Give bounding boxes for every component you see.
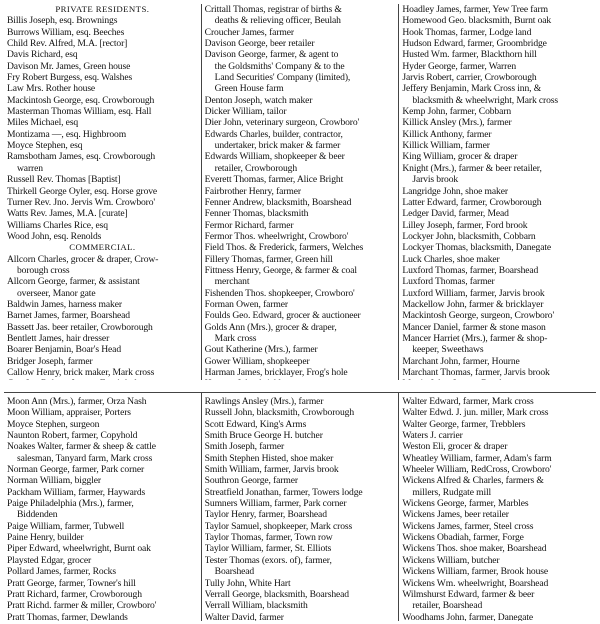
directory-entry: Masterman Thomas William, esq. Hall xyxy=(7,106,152,118)
directory-entry: Barnet James, farmer, Boarshead xyxy=(7,310,130,322)
directory-entry: Davison George, beer retailer xyxy=(204,38,315,50)
directory-entry: Packham William, farmer, Haywards xyxy=(7,486,146,498)
directory-entry: Gout Katherine (Mrs.), farmer xyxy=(204,344,318,356)
directory-column-4 xyxy=(4,393,201,621)
directory-entry: Wood John, esq. Renolds xyxy=(7,230,102,242)
directory-entry: Wickens James, farmer, Steel cross xyxy=(402,520,534,532)
directory-entry: Law Mrs. Rother house xyxy=(7,83,96,95)
directory-entry: Golds Ann (Mrs.), grocer & draper, xyxy=(204,321,337,333)
directory-entry: Playsted Edgar, grocer xyxy=(7,554,92,566)
directory-entry: Luck Charles, shoe maker xyxy=(402,253,500,265)
directory-entry: Davison Mr. James, Green house xyxy=(7,60,131,72)
directory-entry: Fishenden Thos. shopkeeper, Crowboro' xyxy=(204,287,355,299)
directory-entry: Billis Joseph, esq. Brownings xyxy=(7,15,118,27)
directory-entry: Walter Edwd. J. jun. miller, Mark cross xyxy=(402,407,549,419)
directory-entry: Moyce Stephen, surgeon xyxy=(7,418,100,430)
directory-entry: Kemp John, farmer, Cobbarn xyxy=(402,106,512,118)
directory-entry: Paige Philadelphia (Mrs.), farmer, xyxy=(7,498,134,510)
directory-entry: Forman Owen, farmer xyxy=(204,298,288,310)
directory-entry: Smith Joseph, farmer xyxy=(204,441,285,453)
directory-entry: retailer, Boarshead xyxy=(412,600,483,612)
directory-entry: Walter Edward, farmer, Mark cross xyxy=(402,396,534,407)
directory-entry: Boarshead xyxy=(214,566,255,578)
directory-entry: Green House farm xyxy=(214,83,284,95)
directory-entry: Waters J. carrier xyxy=(402,430,463,442)
directory-entry: Mancer Daniel, farmer & stone mason xyxy=(402,321,546,333)
directory-entry: King William, grocer & draper xyxy=(402,151,518,163)
directory-entry: Norman William, biggler xyxy=(7,475,101,487)
directory-entry: Fillery Thomas, farmer, Green hill xyxy=(204,253,333,265)
directory-entry: warren xyxy=(17,162,43,174)
directory-entry: Taylor Samuel, shopkeeper, Mark cross xyxy=(204,520,353,532)
directory-entry: Hoadley James, farmer, Yew Tree farm xyxy=(402,4,548,15)
directory-entry: merchant xyxy=(214,276,250,288)
directory-entry: Harman James, bricklayer, Frog's hole xyxy=(204,367,348,378)
directory-entry: Norman George, farmer, Park corner xyxy=(7,464,145,476)
directory-entry: Wilmshurst Edward, farmer & beer xyxy=(402,588,535,600)
directory-entry: Rawlings Ansley (Mrs.), farmer xyxy=(204,396,324,407)
directory-entry: Davis Richard, esq xyxy=(7,49,78,61)
directory-column-1 xyxy=(4,4,201,380)
directory-entry: Scott Edward, King's Arms xyxy=(204,418,307,430)
directory-column-5 xyxy=(201,393,399,621)
directory-entry: Knight (Mrs.), farmer & beer retailer, xyxy=(402,162,542,174)
directory-entry: Thirkell George Oyler, esq. Horse grove xyxy=(7,185,158,197)
directory-entry: Killick Ansley (Mrs.), farmer xyxy=(402,117,512,129)
directory-entry: Streatfield Jonathan, farmer, Towers lodge xyxy=(204,486,363,498)
section-heading: COMMERCIAL. xyxy=(69,242,136,253)
directory-entry: Boarer Benjamin, Boar's Head xyxy=(7,344,121,356)
directory-entry: undertaker, brick maker & farmer xyxy=(214,140,341,152)
directory-entry: Smith Bruce George H. butcher xyxy=(204,430,323,442)
directory-entry: Fittness Henry, George, & farmer & coal xyxy=(204,264,357,276)
directory-entry: Tully John, White Hart xyxy=(204,577,291,589)
directory-entry: Taylor William, farmer, St. Elliots xyxy=(204,543,332,555)
directory-entry: Fermor Richard, farmer xyxy=(204,219,294,231)
directory-entry: Langridge John, shoe maker xyxy=(402,185,508,197)
directory-entry: Gower William, shopkeeper xyxy=(204,355,310,367)
directory-entry: retailer, Crowborough xyxy=(214,162,298,174)
directory-entry: Field Thos. & Frederick, farmers, Welches xyxy=(204,242,364,254)
directory-entry: Croucher James, farmer xyxy=(204,26,294,38)
directory-entry: Russell Rev. Thomas [Baptist] xyxy=(7,174,121,186)
directory-entry: Smith William, farmer, Jarvis brook xyxy=(204,464,339,476)
directory-entry: Fermor Thos. wheelwright, Crowboro' xyxy=(204,230,349,242)
directory-entry: overseer, Manor gate xyxy=(17,287,96,299)
directory-entry: Lockyer Thomas, blacksmith, Danegate xyxy=(402,242,552,254)
section-heading: PRIVATE RESIDENTS. xyxy=(55,4,150,14)
directory-entry: Mackintosh George, esq. Crowborough xyxy=(7,94,155,106)
directory-entry: Ledger David, farmer, Mead xyxy=(402,208,509,220)
directory-entry: Naunton Robert, farmer, Copyhold xyxy=(7,430,138,442)
directory-entry: Wickens Thos. shoe maker, Boarshead xyxy=(402,543,547,555)
directory-entry: Mackintosh George, surgeon, Crowboro' xyxy=(402,310,555,322)
directory-entry: Latter Edward, farmer, Crowborough xyxy=(402,196,542,208)
directory-entry: Verrall George, blacksmith, Boarshead xyxy=(204,588,349,600)
directory-entry: Pratt Thomas, farmer, Dewlands xyxy=(7,611,128,621)
directory-entry: Burrows William, esq. Beeches xyxy=(7,26,125,38)
directory-entry: Paige William, farmer, Tubwell xyxy=(7,520,125,532)
directory-entry: Hyder George, farmer, Warren xyxy=(402,60,517,72)
directory-column-6 xyxy=(398,393,596,621)
directory-entry: Edwards William, shopkeeper & beer xyxy=(204,151,345,163)
directory-entry: Edwards Charles, builder, contractor, xyxy=(204,128,343,140)
directory-entry xyxy=(7,378,198,380)
directory-entry: Williams Charles Rice, esq xyxy=(7,219,108,231)
directory-entry: Crittall Thomas, registrar of births & xyxy=(204,4,342,15)
directory-entry: Ramsbotham James, esq. Crowborough xyxy=(7,151,156,163)
directory-entry: Killick William, farmer xyxy=(402,140,490,152)
directory-entry: Husted Wm. farmer, Blackthorn hill xyxy=(402,49,537,61)
directory-entry: Montizama —, esq. Highbroom xyxy=(7,128,127,140)
directory-entry: Jarvis brook xyxy=(412,174,459,186)
directory-entry: blacksmith & wheelwright, Mark cross xyxy=(412,94,559,106)
directory-entry: Foulds Geo. Edward, grocer & auctioneer xyxy=(204,310,361,322)
directory-entry: Woodhams John, farmer, Danegate xyxy=(402,611,534,621)
directory-entry: Hook Thomas, farmer, Lodge land xyxy=(402,26,532,38)
directory-entry: Lilley Joseph, farmer, Ford brook xyxy=(402,219,528,231)
directory-entry: Fry Robert Burgess, esq. Walshes xyxy=(7,72,133,84)
directory-entry: Fenner Thomas, blacksmith xyxy=(204,208,309,220)
directory-entry: keeper, Sweethaws xyxy=(412,344,484,356)
directory-entry: Denton Joseph, watch maker xyxy=(204,94,313,106)
directory-entry: Bassett Jas. beer retailer, Crowborough xyxy=(7,321,153,333)
directory-entry: Jeffery Benjamin, Mark Cross inn, & xyxy=(402,83,542,95)
directory-entry: Smith Stephen Histed, shoe maker xyxy=(204,452,334,464)
directory-entry: Moon William, appraiser, Porters xyxy=(7,407,131,419)
directory-entry: Walter David, farmer xyxy=(204,611,284,621)
directory-entry: Turner Rev. Jno. Jervis Wm. Crowboro' xyxy=(7,196,156,208)
directory-entry: Biddenden xyxy=(17,509,58,521)
directory-entry: Allcorn Charles, grocer & draper, Crow- xyxy=(7,253,159,265)
directory-entry: Paine Henry, builder xyxy=(7,532,84,544)
directory-entry xyxy=(402,378,593,380)
directory-entry: Bridger Joseph, farmer xyxy=(7,355,93,367)
directory-entry: Sumners William, farmer, Park corner xyxy=(204,498,347,510)
directory-entry: Allcorn George, farmer, & assistant xyxy=(7,276,140,288)
directory-entry: Lockyer John, blacksmith, Cobbarn xyxy=(402,230,536,242)
directory-entry: Everett Thomas, farmer, Alice Bright xyxy=(204,174,344,186)
directory-entry: Wickens George, farmer, Marbles xyxy=(402,498,529,510)
directory-entry: Hudson Edward, farmer, Groombridge xyxy=(402,38,547,50)
directory-entry: Noakes Walter, farmer & sheep & cattle xyxy=(7,441,156,453)
directory-column-3 xyxy=(398,4,596,380)
directory-entry: Killick Anthony, farmer xyxy=(402,128,492,140)
directory-entry: Wickens Wm. wheelwright, Boarshead xyxy=(402,577,549,589)
directory-entry: Miles Michael, esq xyxy=(7,117,79,129)
directory-entry: Walter George, farmer, Trebblers xyxy=(402,418,526,430)
directory-entry xyxy=(205,378,396,380)
directory-entry: Wickens William, farmer, Brook house xyxy=(402,566,549,578)
directory-entry: Dier John, veterinary surgeon, Crowboro' xyxy=(204,117,360,129)
directory-entry: Marchant Thomas, farmer, Jarvis brook xyxy=(402,367,550,378)
directory-entry: Callow Henry, brick maker, Mark cross xyxy=(7,367,155,378)
directory-entry: Wheeler William, RedCross, Crowboro' xyxy=(402,464,552,476)
directory-entry: Wickens Obadiah, farmer, Forge xyxy=(402,532,524,544)
directory-entry: Southron George, farmer xyxy=(204,475,298,487)
directory-entry: salesman, Tanyard farm, Mark cross xyxy=(17,452,153,464)
directory-entry: Pratt George, farmer, Towner's hill xyxy=(7,577,136,589)
directory-lower-section xyxy=(4,392,596,621)
directory-entry: Dicker William, tailor xyxy=(204,106,287,118)
directory-entry: Luxford Thomas, farmer xyxy=(402,276,495,288)
directory-entry: Baldwin James, harness maker xyxy=(7,298,122,310)
directory-entry: Mancer Harriet (Mrs.), farmer & shop- xyxy=(402,332,548,344)
directory-entry: Moyce Stephen, esq xyxy=(7,140,83,152)
directory-entry: Wickens Alfred & Charles, farmers & xyxy=(402,475,544,487)
directory-entry: Wickens James, beer retailer xyxy=(402,509,509,521)
directory-entry: Homewood Geo. blacksmith, Burnt oak xyxy=(402,15,552,27)
directory-entry: Jarvis Robert, carrier, Crowborough xyxy=(402,72,537,84)
directory-entry: Land Securities' Company (limited), xyxy=(214,72,351,84)
directory-entry: Pollard James, farmer, Rocks xyxy=(7,566,116,578)
directory-entry: Mark cross xyxy=(214,332,257,344)
directory-entry: Child Rev. Alfred, M.A. [rector] xyxy=(7,38,128,50)
directory-entry: Taylor Henry, farmer, Boarshead xyxy=(204,509,327,521)
directory-entry: Mackellow John, farmer & bricklayer xyxy=(402,298,544,310)
directory-entry: borough cross xyxy=(17,264,70,276)
directory-entry: Luxford William, farmer, Jarvis brook xyxy=(402,287,545,299)
directory-entry: Wheatley William, farmer, Adam's farm xyxy=(402,452,552,464)
directory-upper-section xyxy=(4,4,596,380)
directory-entry: Moon Ann (Mrs.), farmer, Orza Nash xyxy=(7,396,147,407)
directory-entry: Davison George, farmer, & agent to xyxy=(204,49,339,61)
directory-entry: Fairbrother Henry, farmer xyxy=(204,185,301,197)
directory-entry: Piper Edward, wheelwright, Burnt oak xyxy=(7,543,151,555)
directory-entry: deaths & relieving officer, Beulah xyxy=(214,15,341,27)
directory-entry: Tester Thomas (exors. of), farmer, xyxy=(204,554,332,566)
directory-entry: Wickens William, butcher xyxy=(402,554,500,566)
directory-column-2 xyxy=(201,4,399,380)
directory-entry: Pratt Richard, farmer, Crowborough xyxy=(7,588,142,600)
directory-entry: Luxford Thomas, farmer, Boarshead xyxy=(402,264,539,276)
directory-entry: Bentlett James, hair dresser xyxy=(7,332,110,344)
directory-entry: Weston Eli, grocer & draper xyxy=(402,441,508,453)
directory-entry: Verrall William, blacksmith xyxy=(204,600,308,612)
directory-entry: Russell John, blacksmith, Crowborough xyxy=(204,407,354,419)
directory-entry: Fenner Andrew, blacksmith, Boarshead xyxy=(204,196,352,208)
directory-entry: Watts Rev. James, M.A. [curate] xyxy=(7,208,128,220)
directory-entry: millers, Rudgate mill xyxy=(412,486,492,498)
directory-entry: Marchant John, farmer, Hourne xyxy=(402,355,520,367)
directory-entry: Pratt Richd. farmer & miller, Crowboro' xyxy=(7,600,157,612)
directory-entry: the Goldsmiths' Company & to the xyxy=(214,60,345,72)
directory-entry: Taylor Thomas, farmer, Town row xyxy=(204,532,333,544)
